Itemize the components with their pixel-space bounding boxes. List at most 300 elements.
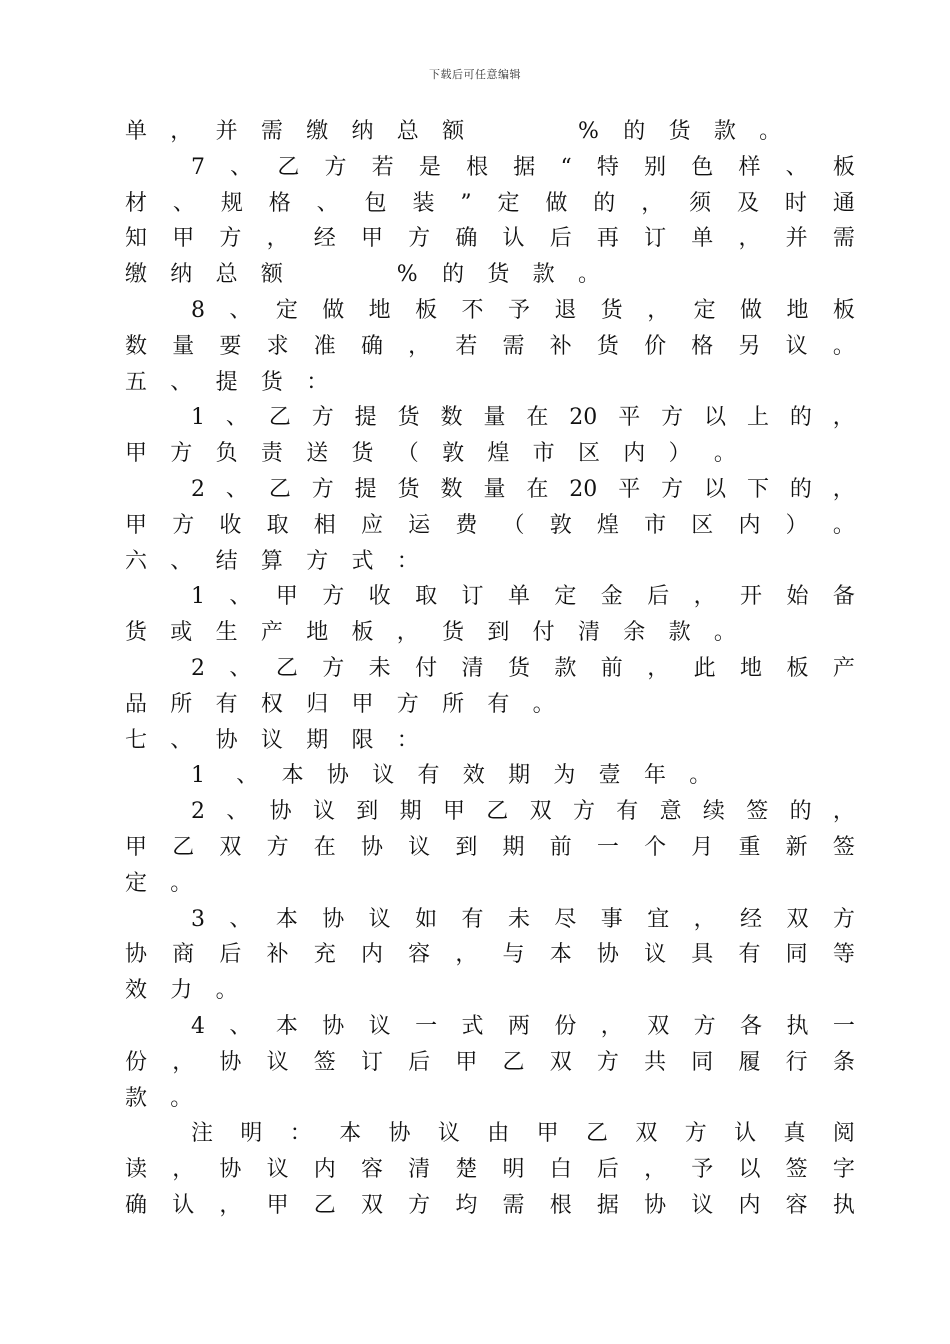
text-char: 甲 <box>455 1049 478 1075</box>
text-line <box>125 257 855 293</box>
text-char: 签 <box>785 1157 808 1183</box>
text-char: 另 <box>738 333 761 359</box>
text-char: 区 <box>577 441 600 467</box>
text-char: 量 <box>483 476 506 502</box>
text-char: 乙 <box>486 799 509 825</box>
text-char: 有 <box>461 906 484 932</box>
text-char: 甲 <box>125 441 148 467</box>
text-char: 认 <box>734 1121 757 1147</box>
text-char: 单 <box>125 119 148 144</box>
text-char: 结 <box>215 548 238 574</box>
text-char: ： <box>396 548 419 574</box>
text-char: 议 <box>266 1157 289 1183</box>
text-char: 有 <box>215 691 238 717</box>
text-char: 方 <box>684 1121 707 1147</box>
text-char: 尽 <box>554 906 577 932</box>
text-char: 需 <box>502 333 525 359</box>
text-char: 、 <box>229 297 252 323</box>
text-char: 额 <box>442 119 465 144</box>
text-char: 补 <box>549 333 572 359</box>
text-char: 个 <box>644 834 667 860</box>
text-char: 乙 <box>268 476 291 502</box>
text-char: 、 <box>170 548 193 574</box>
text-char: 产 <box>832 655 855 681</box>
text-char: 总 <box>215 262 238 288</box>
text-char: 别 <box>644 154 667 180</box>
text-char: ， <box>738 226 761 252</box>
text-char: 本 <box>275 906 298 932</box>
text-char: 。 <box>832 333 855 359</box>
text-char: ， <box>832 405 855 431</box>
text-char: 货 <box>600 297 623 323</box>
text-char: 责 <box>260 441 283 467</box>
text-char: 具 <box>691 942 714 968</box>
text-char: 。 <box>532 691 555 717</box>
text-char: 未 <box>507 906 530 932</box>
text-char: 款 <box>554 655 577 681</box>
text-char: ， <box>693 906 716 932</box>
text-char: 予 <box>507 297 530 323</box>
text-char: 不 <box>461 297 484 323</box>
text-char: 20 <box>569 405 598 431</box>
text-char: 议 <box>644 942 667 968</box>
text-char: 商 <box>172 942 195 968</box>
text-line <box>125 150 855 186</box>
text-char: 重 <box>738 834 761 860</box>
text-char: 板 <box>832 154 855 180</box>
text-char: 。 <box>577 262 600 288</box>
text-char: ， <box>172 1049 195 1075</box>
text-char: 、 <box>170 369 193 395</box>
text-char: 乙 <box>277 154 300 180</box>
text-char: 注 <box>191 1121 214 1147</box>
text-char: 货 <box>507 655 530 681</box>
text-char: 六 <box>125 548 148 574</box>
text-char: 款 <box>713 119 736 144</box>
text-char: 方 <box>322 655 345 681</box>
text-char: 乙 <box>172 834 195 860</box>
text-char: 板 <box>832 297 855 323</box>
text-char: 是 <box>418 154 441 180</box>
text-char: 敦 <box>442 441 465 467</box>
text-char: 若 <box>371 154 394 180</box>
text-char: 、 <box>229 906 252 932</box>
text-char: ， <box>600 1013 623 1039</box>
text-char: 要 <box>219 333 242 359</box>
text-line <box>125 651 855 687</box>
text-char: 执 <box>832 1192 855 1218</box>
text-line <box>125 615 855 651</box>
text-char: 后 <box>549 226 572 252</box>
text-char: 阅 <box>832 1121 855 1147</box>
text-char: 同 <box>691 1049 714 1075</box>
text-char: 货 <box>397 405 420 431</box>
text-char: ” <box>460 190 472 216</box>
text-char: 签 <box>832 834 855 860</box>
text-char: 由 <box>487 1121 510 1147</box>
text-line <box>125 544 855 580</box>
text-char: 一 <box>832 1013 855 1039</box>
text-char: 装 <box>412 190 435 216</box>
text-char: 1 <box>191 763 205 789</box>
text-char: 内 <box>738 1192 761 1218</box>
text-line <box>125 293 855 329</box>
text-char: 总 <box>396 119 419 144</box>
text-char: 2 <box>191 799 205 825</box>
text-char: 通 <box>832 190 855 216</box>
text-char: 货 <box>487 262 510 288</box>
text-char: 求 <box>266 333 289 359</box>
text-char: 两 <box>507 1013 530 1039</box>
text-char: 本 <box>281 763 304 789</box>
text-char: 经 <box>313 226 336 252</box>
text-char: 始 <box>786 584 809 610</box>
text-char: 期 <box>502 834 525 860</box>
text-char: 方 <box>408 226 431 252</box>
document-body <box>125 114 855 1224</box>
text-char: 明 <box>502 1157 525 1183</box>
text-char: 板 <box>415 297 438 323</box>
text-char: % <box>396 262 418 288</box>
text-char: 五 <box>125 369 148 395</box>
text-char: 方 <box>322 584 345 610</box>
text-char: 平 <box>618 476 641 502</box>
text-char: 货 <box>397 476 420 502</box>
text-line <box>125 1152 855 1188</box>
text-char: 运 <box>408 512 431 538</box>
text-char: 乙 <box>313 1192 336 1218</box>
text-char: 货 <box>351 441 374 467</box>
text-char: ， <box>219 1192 242 1218</box>
text-char: 、 <box>316 190 339 216</box>
text-char: 色 <box>691 154 714 180</box>
text-char: 甲 <box>172 226 195 252</box>
text-line <box>125 436 855 472</box>
text-char: 方 <box>572 799 595 825</box>
text-char: 据 <box>596 1192 619 1218</box>
text-char: 并 <box>215 119 238 144</box>
text-char: 规 <box>220 190 243 216</box>
text-char: 订 <box>461 584 484 610</box>
text-char: 议 <box>266 1049 289 1075</box>
text-char: 本 <box>275 1013 298 1039</box>
text-char: 收 <box>219 512 242 538</box>
text-char: ， <box>455 942 478 968</box>
text-char: 期 <box>399 799 422 825</box>
text-char: 方 <box>324 154 347 180</box>
text-char: ， <box>170 119 193 144</box>
text-char: 内 <box>313 1157 336 1183</box>
text-char: 甲 <box>360 226 383 252</box>
text-char: 与 <box>502 942 525 968</box>
text-char: 提 <box>215 369 238 395</box>
text-line <box>125 1081 855 1117</box>
text-line <box>125 508 855 544</box>
text-char: 方 <box>396 691 419 717</box>
text-char: 、 <box>226 799 249 825</box>
text-char: 议 <box>312 799 335 825</box>
text-char: 力 <box>170 978 193 1004</box>
text-char: 做 <box>740 297 763 323</box>
text-char: 平 <box>618 405 641 431</box>
text-char: 开 <box>740 584 763 610</box>
text-char: 认 <box>172 1192 195 1218</box>
text-char: 签 <box>313 1049 336 1075</box>
text-char: 品 <box>125 691 148 717</box>
text-char: 效 <box>125 978 148 1004</box>
text-char: 签 <box>746 799 769 825</box>
text-char: 款 <box>668 620 691 646</box>
text-char: 内 <box>360 942 383 968</box>
text-char: 内 <box>623 441 646 467</box>
text-char: ） <box>668 441 691 467</box>
text-char: 议 <box>372 763 395 789</box>
text-char: 协 <box>125 942 148 968</box>
text-char: ： <box>306 369 329 395</box>
text-char: ， <box>408 333 431 359</box>
text-line <box>125 902 855 938</box>
text-char: 双 <box>219 834 242 860</box>
text-char: 、 <box>230 154 253 180</box>
text-char: 协 <box>326 763 349 789</box>
text-char: 壹 <box>598 763 621 789</box>
text-char: 方 <box>661 476 684 502</box>
text-char: 续 <box>702 799 725 825</box>
text-line <box>125 1188 855 1224</box>
text-char: 、 <box>229 584 252 610</box>
text-char: 一 <box>415 1013 438 1039</box>
text-char: 清 <box>461 655 484 681</box>
text-char: 协 <box>360 834 383 860</box>
text-char: 议 <box>437 1121 460 1147</box>
text-char: 货 <box>125 620 148 646</box>
text-char: 协 <box>219 1049 242 1075</box>
text-char: 字 <box>832 1157 855 1183</box>
text-char: 付 <box>415 655 438 681</box>
text-char: 新 <box>785 834 808 860</box>
text-char: 行 <box>785 1049 808 1075</box>
text-char: 。 <box>215 978 238 1004</box>
text-char: 方 <box>170 441 193 467</box>
text-char: 缴 <box>306 119 329 144</box>
text-char: ， <box>832 476 855 502</box>
text-char: 定 <box>275 297 298 323</box>
text-char: 板 <box>351 620 374 646</box>
text-char: 双 <box>635 1121 658 1147</box>
text-char: ， <box>396 620 419 646</box>
text-char: 数 <box>440 476 463 502</box>
text-char: 量 <box>172 333 195 359</box>
text-char: 需 <box>260 119 283 144</box>
text-char: 货 <box>668 119 691 144</box>
text-line <box>125 1045 855 1081</box>
page-header: 下载后可任意编辑 <box>429 68 521 81</box>
text-char: 甲 <box>275 584 298 610</box>
text-char: 方 <box>266 834 289 860</box>
text-char: 、 <box>225 476 248 502</box>
text-char: 方 <box>172 512 195 538</box>
text-char: 方 <box>219 226 242 252</box>
text-char: 协 <box>269 799 292 825</box>
text-char: 事 <box>600 906 623 932</box>
text-char: 乙 <box>268 405 291 431</box>
text-char: 期 <box>508 763 531 789</box>
text-char: % <box>577 119 599 144</box>
text-char: 缴 <box>125 262 148 288</box>
text-char: 履 <box>738 1049 761 1075</box>
text-char: 板 <box>786 655 809 681</box>
text-char: 方 <box>311 405 334 431</box>
text-char: 年 <box>643 763 666 789</box>
text-char: 份 <box>554 1013 577 1039</box>
text-char: 取 <box>266 512 289 538</box>
text-char: 为 <box>553 763 576 789</box>
text-char: 议 <box>408 834 431 860</box>
text-char: 后 <box>596 1157 619 1183</box>
text-char: 地 <box>740 655 763 681</box>
text-char: 及 <box>737 190 760 216</box>
text-char: 到 <box>455 834 478 860</box>
text-char: 1 <box>191 584 205 610</box>
text-char: 议 <box>260 727 283 753</box>
text-char: 协 <box>215 727 238 753</box>
text-char: 区 <box>691 512 714 538</box>
text-char: 。 <box>170 870 193 896</box>
text-char: 材 <box>125 190 148 216</box>
text-char: 特 <box>596 154 619 180</box>
text-line <box>125 1116 855 1152</box>
text-char: 1 <box>191 405 205 431</box>
text-char: 知 <box>125 226 148 252</box>
text-char: 乙 <box>502 1049 525 1075</box>
text-char: 格 <box>268 190 291 216</box>
text-char: 额 <box>260 262 283 288</box>
text-char: 。 <box>170 1085 193 1111</box>
text-char: 以 <box>738 1157 761 1183</box>
text-char: 前 <box>600 655 623 681</box>
text-char: 上 <box>746 405 769 431</box>
text-char: 协 <box>596 942 619 968</box>
text-char: 定 <box>125 870 148 896</box>
text-char: 、 <box>236 763 259 789</box>
text-line <box>125 472 855 508</box>
text-char: 限 <box>351 727 374 753</box>
text-char: （ <box>396 441 419 467</box>
text-char: 本 <box>339 1121 362 1147</box>
text-char: 归 <box>306 691 329 717</box>
text-char: 备 <box>832 584 855 610</box>
text-char: “ <box>560 154 572 180</box>
text-char: 有 <box>738 942 761 968</box>
text-line <box>125 400 855 436</box>
text-char: 纳 <box>170 262 193 288</box>
text-char: 4 <box>191 1013 205 1039</box>
text-char: 白 <box>549 1157 572 1183</box>
text-char: 甲 <box>125 512 148 538</box>
text-char: 、 <box>785 154 808 180</box>
text-char: 。 <box>713 620 736 646</box>
text-char: 准 <box>313 333 336 359</box>
text-char: ， <box>832 799 855 825</box>
text-char: 相 <box>313 512 336 538</box>
text-char: 一 <box>596 834 619 860</box>
text-char: 议 <box>368 1013 391 1039</box>
text-char: 楚 <box>455 1157 478 1183</box>
text-char: 、 <box>225 405 248 431</box>
text-char: ， <box>647 655 670 681</box>
text-char: 协 <box>388 1121 411 1147</box>
text-char: 方 <box>596 1049 619 1075</box>
text-char: 甲 <box>125 834 148 860</box>
text-char: 月 <box>691 834 714 860</box>
text-char: 取 <box>415 584 438 610</box>
text-char: ， <box>641 190 664 216</box>
text-char: 议 <box>368 906 391 932</box>
text-char: 式 <box>351 548 374 574</box>
text-char: （ <box>502 512 525 538</box>
text-char: 方 <box>306 548 329 574</box>
text-char: 产 <box>260 620 283 646</box>
text-char: 样 <box>738 154 761 180</box>
text-char: 乙 <box>586 1121 609 1147</box>
text-char: 甲 <box>351 691 374 717</box>
text-char: 费 <box>455 512 478 538</box>
text-char: 收 <box>368 584 391 610</box>
text-char: 在 <box>526 405 549 431</box>
text-char: 需 <box>832 226 855 252</box>
text-line <box>125 365 855 401</box>
text-char: 单 <box>507 584 530 610</box>
text-char: 下 <box>746 476 769 502</box>
text-char: 的 <box>789 405 812 431</box>
text-char: 提 <box>354 405 377 431</box>
text-char: 予 <box>691 1157 714 1183</box>
text-line <box>125 579 855 615</box>
text-line <box>125 758 855 794</box>
text-char: 后 <box>647 584 670 610</box>
text-char: 所 <box>442 691 465 717</box>
text-char: 在 <box>526 476 549 502</box>
text-char: 8 <box>191 297 205 323</box>
text-char: 到 <box>356 799 379 825</box>
text-char: 方 <box>408 1192 431 1218</box>
text-char: 货 <box>596 333 619 359</box>
text-char: 方 <box>311 476 334 502</box>
text-char: ） <box>785 512 808 538</box>
text-char: 款 <box>125 1085 148 1111</box>
text-char: 。 <box>759 119 782 144</box>
text-char: 执 <box>786 1013 809 1039</box>
text-char: 付 <box>532 620 555 646</box>
text-char: 后 <box>408 1049 431 1075</box>
text-char: 议 <box>785 333 808 359</box>
text-char: 应 <box>360 512 383 538</box>
text-char: 容 <box>360 1157 383 1183</box>
text-char: ， <box>647 297 670 323</box>
text-char: 充 <box>313 942 336 968</box>
text-char: 2 <box>191 655 205 681</box>
text-char: 协 <box>322 1013 345 1039</box>
text-char: 地 <box>368 297 391 323</box>
text-char: 同 <box>785 942 808 968</box>
text-char: 方 <box>832 906 855 932</box>
text-char: 双 <box>786 906 809 932</box>
text-char: 地 <box>786 297 809 323</box>
text-char: 真 <box>783 1121 806 1147</box>
text-char: 若 <box>455 333 478 359</box>
text-char: 地 <box>306 620 329 646</box>
text-char: 再 <box>596 226 619 252</box>
